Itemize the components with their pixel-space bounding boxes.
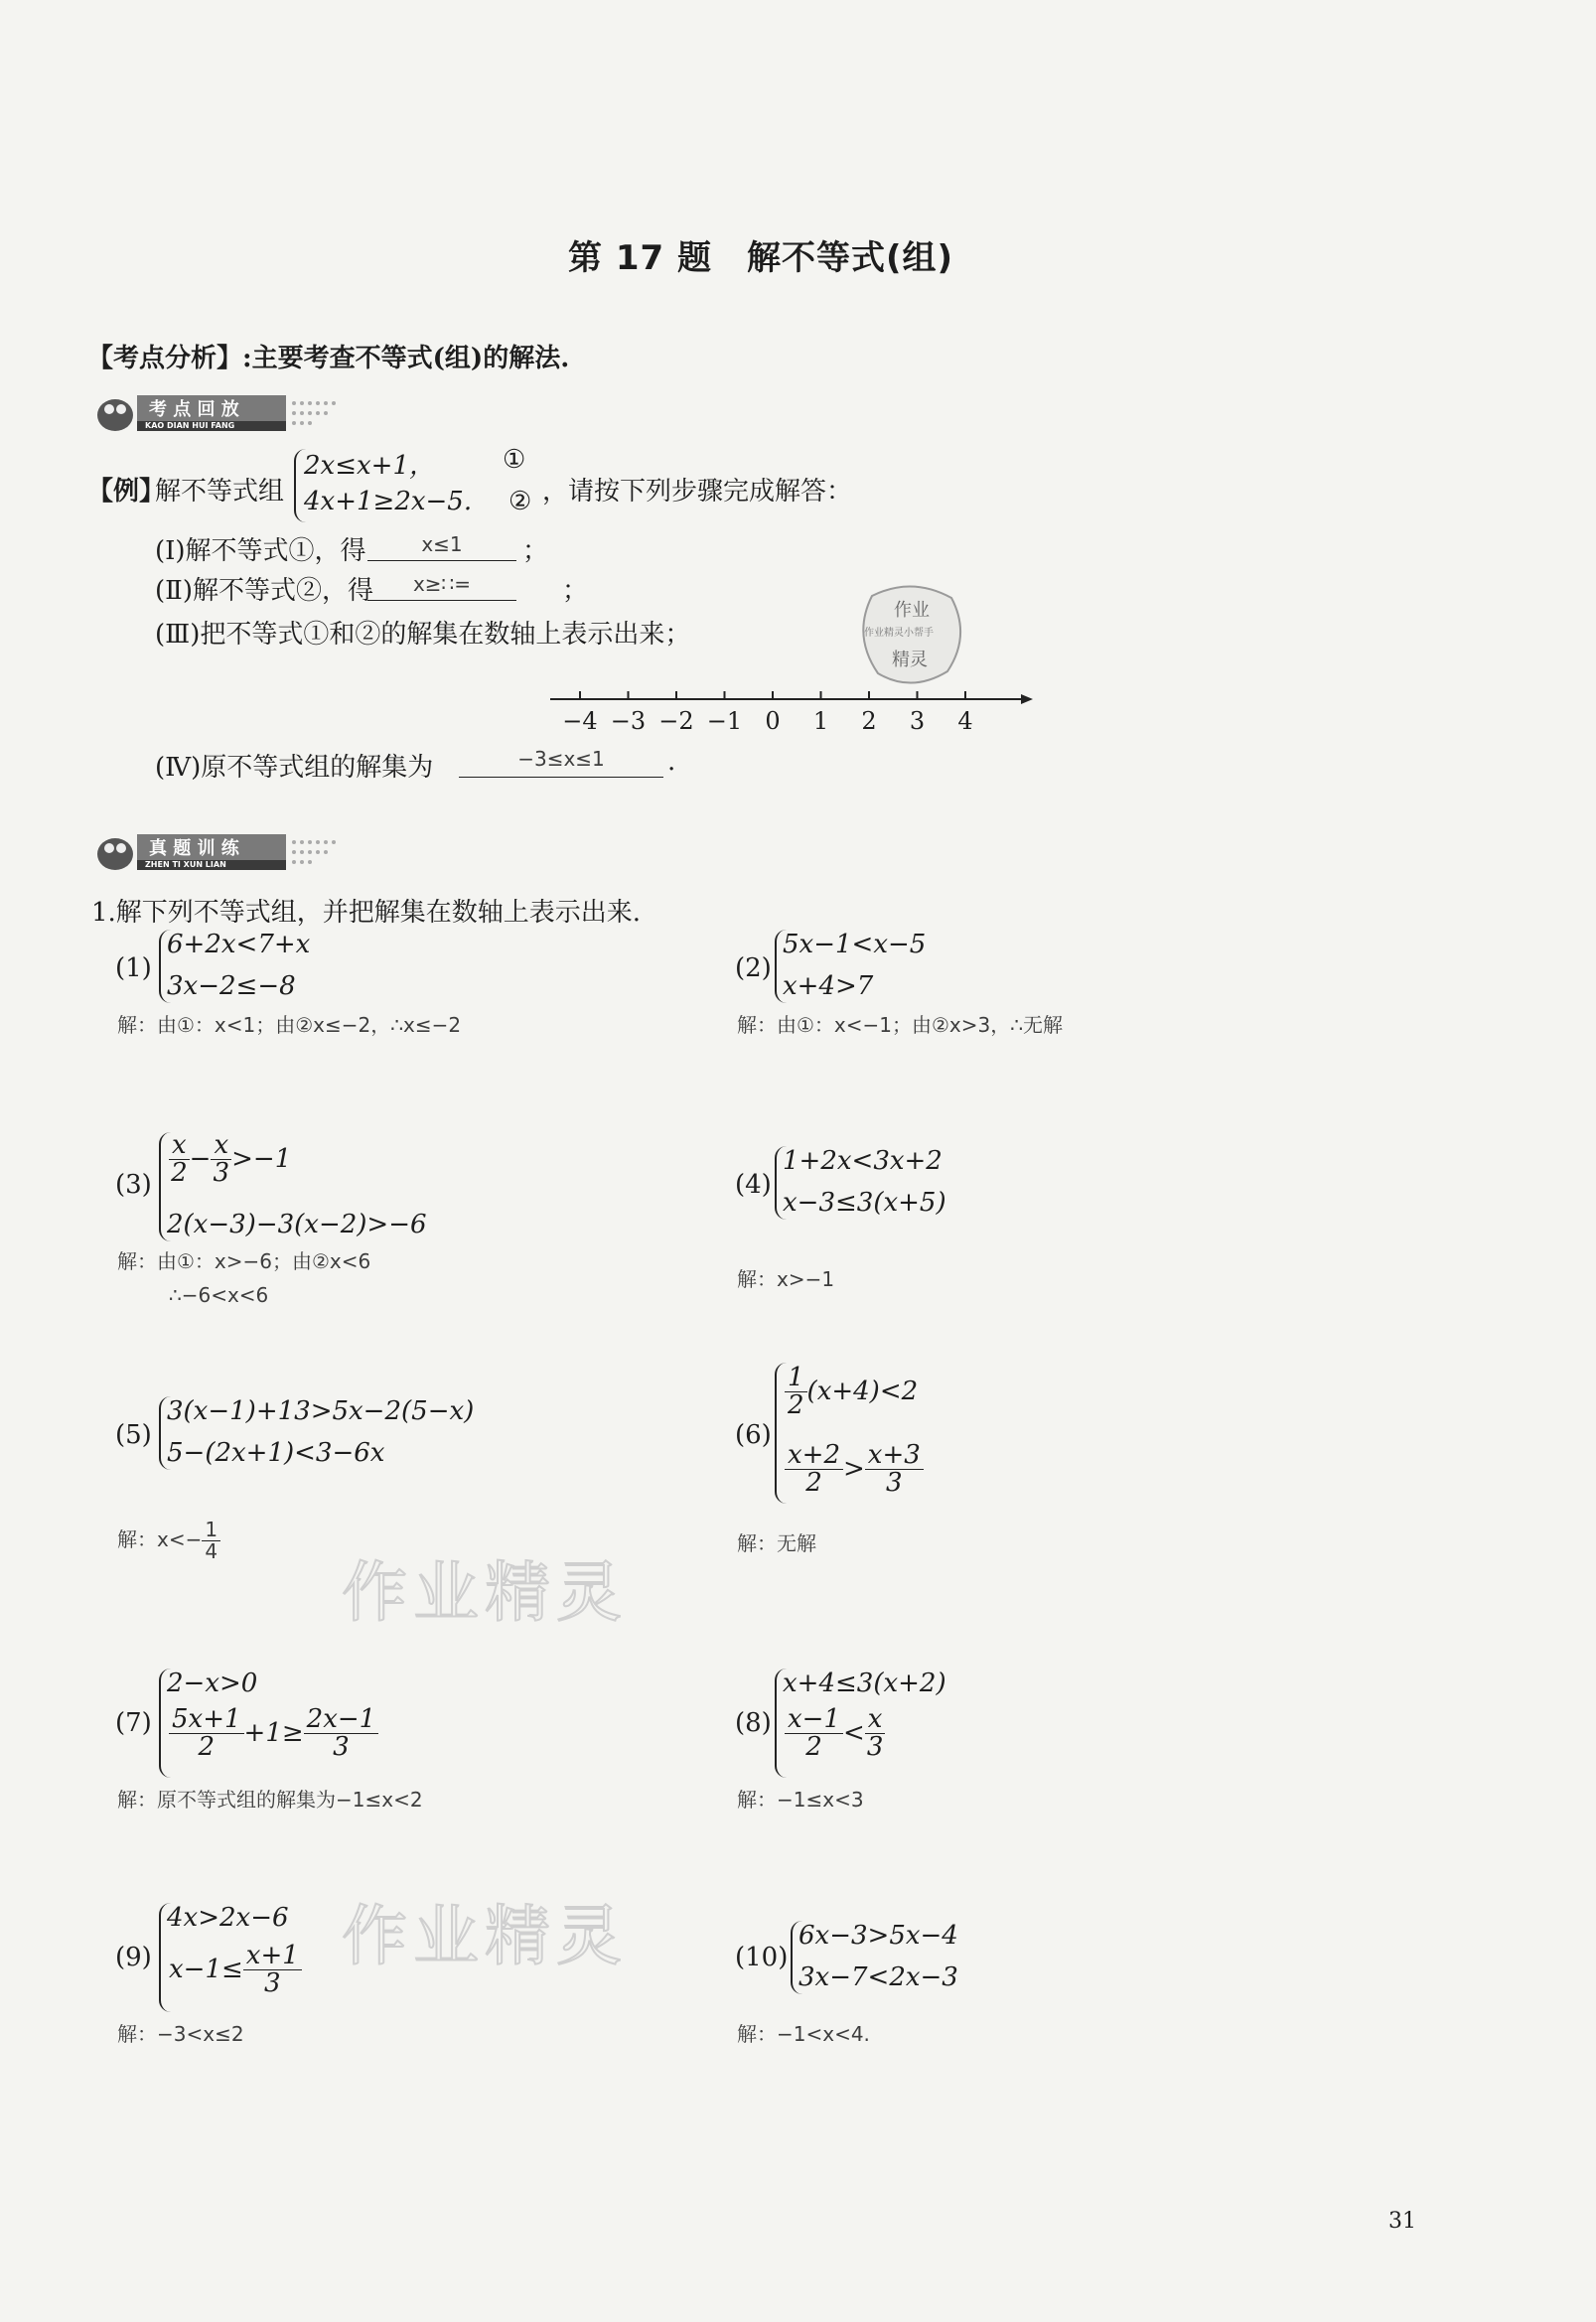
problem-answer: 解：由①：x>−6；由②x<6 [117, 1249, 371, 1273]
problem-line-a: 5x−1<x−5 [783, 930, 927, 959]
problem-number: (4) [735, 1170, 772, 1200]
problem-line-a: 6+2x<7+x [167, 930, 311, 959]
problem-answer: 解：−1<x<4. [737, 2022, 870, 2046]
step4-end: . [667, 747, 676, 777]
page-title: 第 17 题 解不等式(组) [568, 238, 954, 278]
problems-heading: 1.解下列不等式组，并把解集在数轴上表示出来. [91, 898, 642, 928]
step2-answer: x≥∷= [367, 572, 516, 601]
problem-number: (7) [115, 1708, 152, 1738]
example-prefix: 解不等式组 [155, 477, 285, 507]
step4-answer: −3≤x≤1 [459, 747, 663, 778]
problem-number: (5) [115, 1420, 152, 1450]
number-line-label: 2 [861, 707, 877, 735]
problem-answer: 解：由①：x<1；由②x≤−2，∴x≤−2 [117, 1013, 462, 1037]
watermark-text: 作业精灵 [342, 1898, 628, 1974]
number-line-label: 4 [957, 707, 973, 735]
example-mark1: ① [503, 445, 526, 475]
problem-line-b: $\frac{x+2}{2}$ > $\frac{x+3}{3}$ [785, 1442, 924, 1498]
problem-answer-2: ∴−6<x<6 [169, 1283, 269, 1307]
practice-badge [91, 828, 369, 872]
practice-badge-cn: 真 题 训 练 [149, 838, 239, 859]
problem-number: (9) [115, 1943, 152, 1972]
problem-line-b: $\frac{5x+1}{2}$ +1≥ $\frac{2x-1}{3}$ [169, 1706, 378, 1762]
problem-answer: 解：原不等式组的解集为−1≤x<2 [117, 1788, 423, 1812]
step1-end: ； [522, 536, 549, 566]
problem-line-a: 6x−3>5x−4 [798, 1921, 958, 1951]
problem-answer: 解：−1≤x<3 [737, 1788, 864, 1812]
step4-text: (Ⅳ)原不等式组的解集为 [155, 753, 434, 783]
problem-line-b: $\frac{x-1}{2}$ < $\frac{x}{3}$ [785, 1706, 885, 1762]
problem-line-b: 2(x−3)−3(x−2)>−6 [167, 1210, 427, 1239]
step3-text: (Ⅲ)把不等式①和②的解集在数轴上表示出来； [155, 620, 691, 650]
step1-answer: x≤1 [367, 532, 516, 561]
page-number: 31 [1388, 2209, 1416, 2234]
problem-number: (2) [735, 953, 772, 983]
step2-text: (Ⅱ)解不等式②，得 [155, 576, 373, 606]
problem-line-a: 2−x>0 [167, 1669, 258, 1698]
problem-line-a: $\frac{1}{2}$ (x+4)<2 [785, 1365, 918, 1420]
problem-answer: 解：无解 [737, 1531, 816, 1555]
number-line-label: −2 [658, 707, 694, 735]
example-label: 【例】 [87, 477, 166, 507]
stamp-icon [852, 576, 971, 695]
number-line-label: −1 [706, 707, 743, 735]
example-line1: 2x≤x+1， [304, 451, 435, 481]
problem-line-a: 4x>2x−6 [167, 1903, 289, 1933]
example-line2: 4x+1≥2x−5. [304, 487, 473, 516]
problem-line-a: x+4≤3(x+2) [783, 1669, 946, 1698]
problem-line-b: x−3≤3(x+5) [783, 1188, 946, 1218]
problem-number: (3) [115, 1170, 152, 1200]
stamp-line1: 作业 [894, 600, 930, 621]
problem-answer: 解：x<− $\frac{1}{4}$ [117, 1520, 220, 1562]
problem-line-b: x−1≤ $\frac{x+1}{3}$ [169, 1943, 302, 1998]
review-badge-cn: 考 点 回 放 [149, 399, 239, 420]
stamp-line3: 精灵 [892, 650, 928, 670]
example-suffix: ，请按下列步骤完成解答： [542, 477, 853, 507]
problem-number: (1) [115, 953, 152, 983]
problem-number: (10) [735, 1943, 789, 1972]
step2-end: ； [562, 576, 589, 606]
problem-line-b: 5−(2x+1)<3−6x [167, 1438, 385, 1468]
problem-answer: 解：x>−1 [737, 1267, 835, 1291]
analysis-text: 【考点分析】:主要考查不等式(组)的解法. [87, 344, 570, 373]
example-mark2: ② [508, 487, 532, 516]
problem-line-a: $\frac{x}{2}$ − $\frac{x}{3}$ >−1 [169, 1132, 291, 1188]
practice-badge-en: ZHEN TI XUN LIAN [145, 860, 226, 869]
number-line-label: −4 [562, 707, 598, 735]
number-line [546, 685, 1043, 745]
problem-line-b: 3x−2≤−8 [167, 971, 296, 1001]
problem-number: (8) [735, 1708, 772, 1738]
problem-line-a: 3(x−1)+13>5x−2(5−x) [167, 1396, 475, 1426]
number-line-label: 3 [909, 707, 926, 735]
number-line-label: −3 [610, 707, 647, 735]
number-line-label: 1 [812, 707, 829, 735]
stamp-line2: 作业精灵小帮手 [864, 628, 934, 639]
problem-number: (6) [735, 1420, 772, 1450]
problem-answer: 解：−3<x≤2 [117, 2022, 244, 2046]
problem-line-b: 3x−7<2x−3 [798, 1962, 958, 1992]
review-badge [91, 389, 369, 433]
problem-line-b: x+4>7 [783, 971, 874, 1001]
problem-line-a: 1+2x<3x+2 [783, 1146, 943, 1176]
problem-answer: 解：由①：x<−1；由②x>3，∴无解 [737, 1013, 1063, 1037]
review-badge-en: KAO DIAN HUI FANG [145, 421, 235, 430]
number-line-label: 0 [765, 707, 781, 735]
step1-text: (Ⅰ)解不等式①，得 [155, 536, 366, 566]
watermark-text: 作业精灵 [342, 1554, 628, 1631]
